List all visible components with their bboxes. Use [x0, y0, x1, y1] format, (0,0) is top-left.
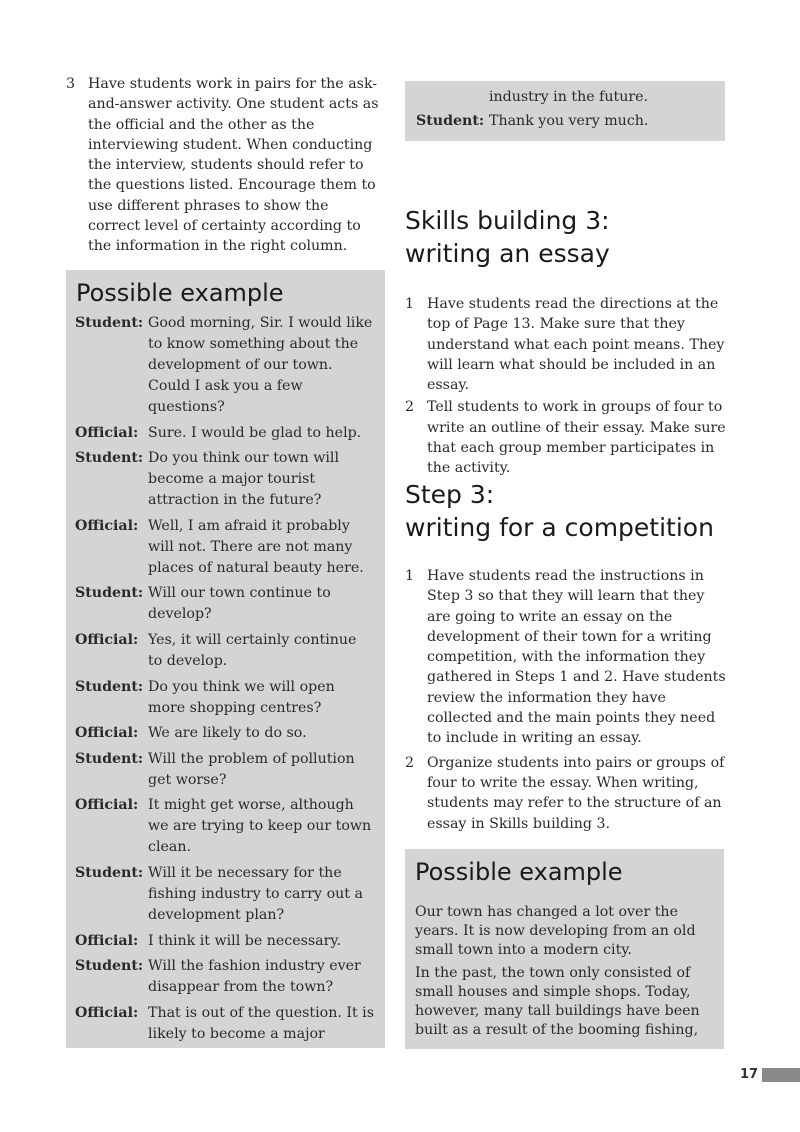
dialogue-line: Will it be necessary for the fishing industry to carry out a development plan? [148, 864, 363, 923]
item-text: Organize students into pairs or groups of four to write the essay. When writing, students may refer to the structure of an essay in Skills building 3. [427, 754, 725, 832]
list-item [66, 74, 386, 257]
speaker-label: Student: [416, 113, 485, 129]
item-number: 3 [66, 76, 76, 92]
list-item [405, 753, 727, 834]
item-text: Have students read the directions at the top of Page 13. Make sure that they understand what each point means. They will learn what should be included in an essay. [427, 296, 725, 394]
speaker-label: Official: [75, 631, 139, 648]
item-text: Have students read the instructions in Step 3 so that they will learn that they are going to write an essay on the development of their town for a writing competition, with the information they gathered in Steps 1 and 2. Have students review the information they have collected and the main points they need to include in writing an essay. [427, 568, 726, 747]
speaker-label: Official: [75, 797, 139, 814]
continued-dialogue-box [405, 81, 725, 141]
speaker-label: Student: [75, 315, 144, 331]
dialogue-turn [75, 863, 375, 926]
dialogue-line: Do you think we will open more shopping centres? [148, 678, 335, 716]
item-number: 1 [405, 568, 415, 584]
dialogue-line: That is out of the question. It is likely to become a major [148, 1004, 375, 1042]
dialogue-turn [75, 956, 375, 998]
box-title: Possible example [415, 858, 623, 886]
dialogue-turn [75, 1003, 375, 1045]
item-number: 1 [405, 296, 415, 312]
dialogue-turn [75, 749, 375, 791]
dialogue-turn [75, 630, 375, 672]
speaker-label: Official: [75, 424, 139, 441]
example-paragraph: Our town has changed a lot over the years. It is now developing from an old small town into a modern city. [415, 904, 696, 958]
speaker-label: Student: [75, 958, 144, 975]
speaker-label: Official: [75, 932, 139, 949]
dialogue-turn [75, 313, 375, 418]
example-paragraphs [415, 903, 712, 1040]
dialogue-turn [75, 516, 375, 579]
continued-line: industry in the future. [489, 89, 649, 105]
dialogue-turn [75, 448, 375, 511]
dialogue-turn [75, 677, 375, 719]
possible-example-box-right [405, 849, 724, 1049]
item-number: 2 [405, 399, 415, 416]
skills-building-section [405, 204, 727, 481]
dialogue-line: Will the problem of pollution get worse? [148, 750, 355, 788]
item-text: Have students work in pairs for the ask-and-answer activity. One student acts as the official and the other as the interviewing student. When conducting the interview, students should refer to the questions listed. Encourage them to use different phrases to show the correct level of certainty according to the information in the right column. [88, 76, 379, 255]
list-item [405, 566, 727, 749]
step-3-section [405, 478, 727, 838]
dialogue-line: Do you think our town will become a major tourist attraction in the future? [148, 450, 340, 509]
dialogue [75, 313, 375, 1045]
section-heading: Skills building 3: writing an essay [405, 206, 610, 268]
dialogue-turn [75, 795, 375, 858]
item-text: Tell students to work in groups of four to write an outline of their essay. Make sure that each group member participates in the activity. [427, 399, 726, 477]
dialogue-line: Yes, it will certainly continue to develop. [148, 631, 357, 669]
speaker-label: Official: [75, 1004, 139, 1021]
speaker-label: Student: [75, 864, 144, 881]
box-title: Possible example [76, 279, 284, 307]
item-number: 2 [405, 754, 415, 771]
dialogue-line: Thank you very much. [489, 113, 649, 129]
speaker-label: Student: [75, 678, 144, 695]
step-list [405, 566, 727, 834]
skills-list [405, 294, 727, 479]
dialogue-line: Well, I am afraid it probably will not. There are not many places of natural beauty here. [148, 517, 364, 576]
speaker-label: Student: [75, 585, 144, 602]
dialogue-turn [75, 931, 375, 952]
example-paragraph: In the past, the town only consisted of small houses and simple shops. Today, however, many tall buildings have been built as a result of the booming fishing, [415, 965, 700, 1038]
list-item [405, 397, 727, 478]
dialogue-turn [75, 583, 375, 625]
page-number-bar [762, 1068, 800, 1082]
instruction-3 [66, 74, 386, 257]
dialogue-line: It might get worse, although we are trying to keep our town clean. [148, 797, 372, 856]
speaker-label: Student: [75, 450, 144, 467]
page-number: 17 [740, 1067, 759, 1082]
dialogue-line: Will our town continue to develop? [148, 585, 331, 623]
speaker-label: Student: [75, 750, 144, 767]
dialogue-turn [75, 723, 375, 744]
dialogue-line: Will the fashion industry ever disappear from the town? [148, 958, 361, 996]
dialogue-line: We are likely to do so. [148, 725, 307, 742]
dialogue-line: Good morning, Sir. I would like to know something about the development of our town. Could I ask you a few questions? [148, 315, 373, 415]
speaker-label: Official: [75, 725, 139, 742]
list-item [405, 294, 727, 395]
section-heading: Step 3: writing for a competition [405, 480, 714, 542]
possible-example-box-left [66, 270, 385, 1048]
dialogue-turn [75, 423, 375, 444]
dialogue-line: Sure. I would be glad to help. [148, 424, 362, 441]
dialogue-line: I think it will be necessary. [148, 932, 342, 949]
speaker-label: Official: [75, 517, 139, 534]
